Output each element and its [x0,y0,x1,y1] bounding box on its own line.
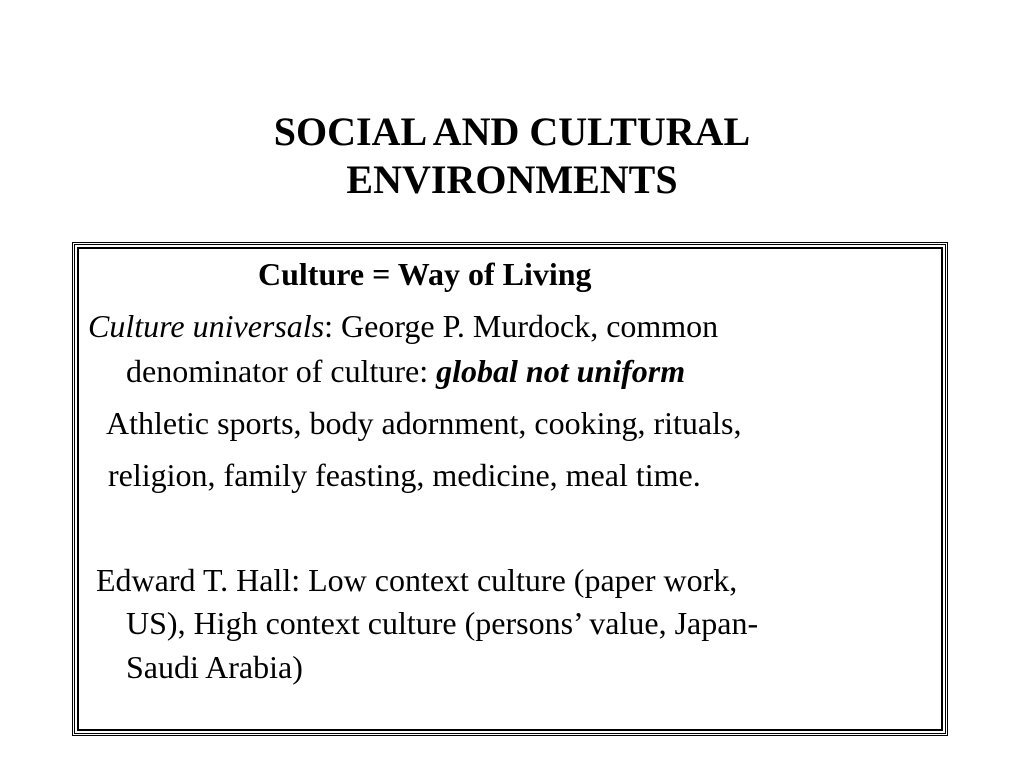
universals-term: Culture universals [88,308,325,344]
universals-line-2 [126,352,685,390]
hall-line-1: Edward T. Hall: Low context culture (paper work, [96,562,738,598]
universals-description: : George P. Murdock, common [324,308,719,344]
slide-title-line-1: SOCIAL AND CULTURAL [273,109,751,154]
universals-line-1 [88,307,718,345]
universals-emphasis: global not uniform [436,353,686,389]
slide-title [0,108,1024,204]
universals-line-2-prefix: denominator of culture: [126,353,437,389]
examples-line-1: Athletic sports, body adornment, cooking, rituals, [106,405,742,441]
hall-line-2: US), High context culture (persons’ value, Japan- [126,605,759,641]
examples-line-2: religion, family feasting, medicine, meal time. [108,457,701,493]
culture-heading: Culture = Way of Living [258,256,592,292]
hall-line-3: Saudi Arabia) [126,649,303,685]
slide-title-line-2: ENVIRONMENTS [346,157,678,202]
